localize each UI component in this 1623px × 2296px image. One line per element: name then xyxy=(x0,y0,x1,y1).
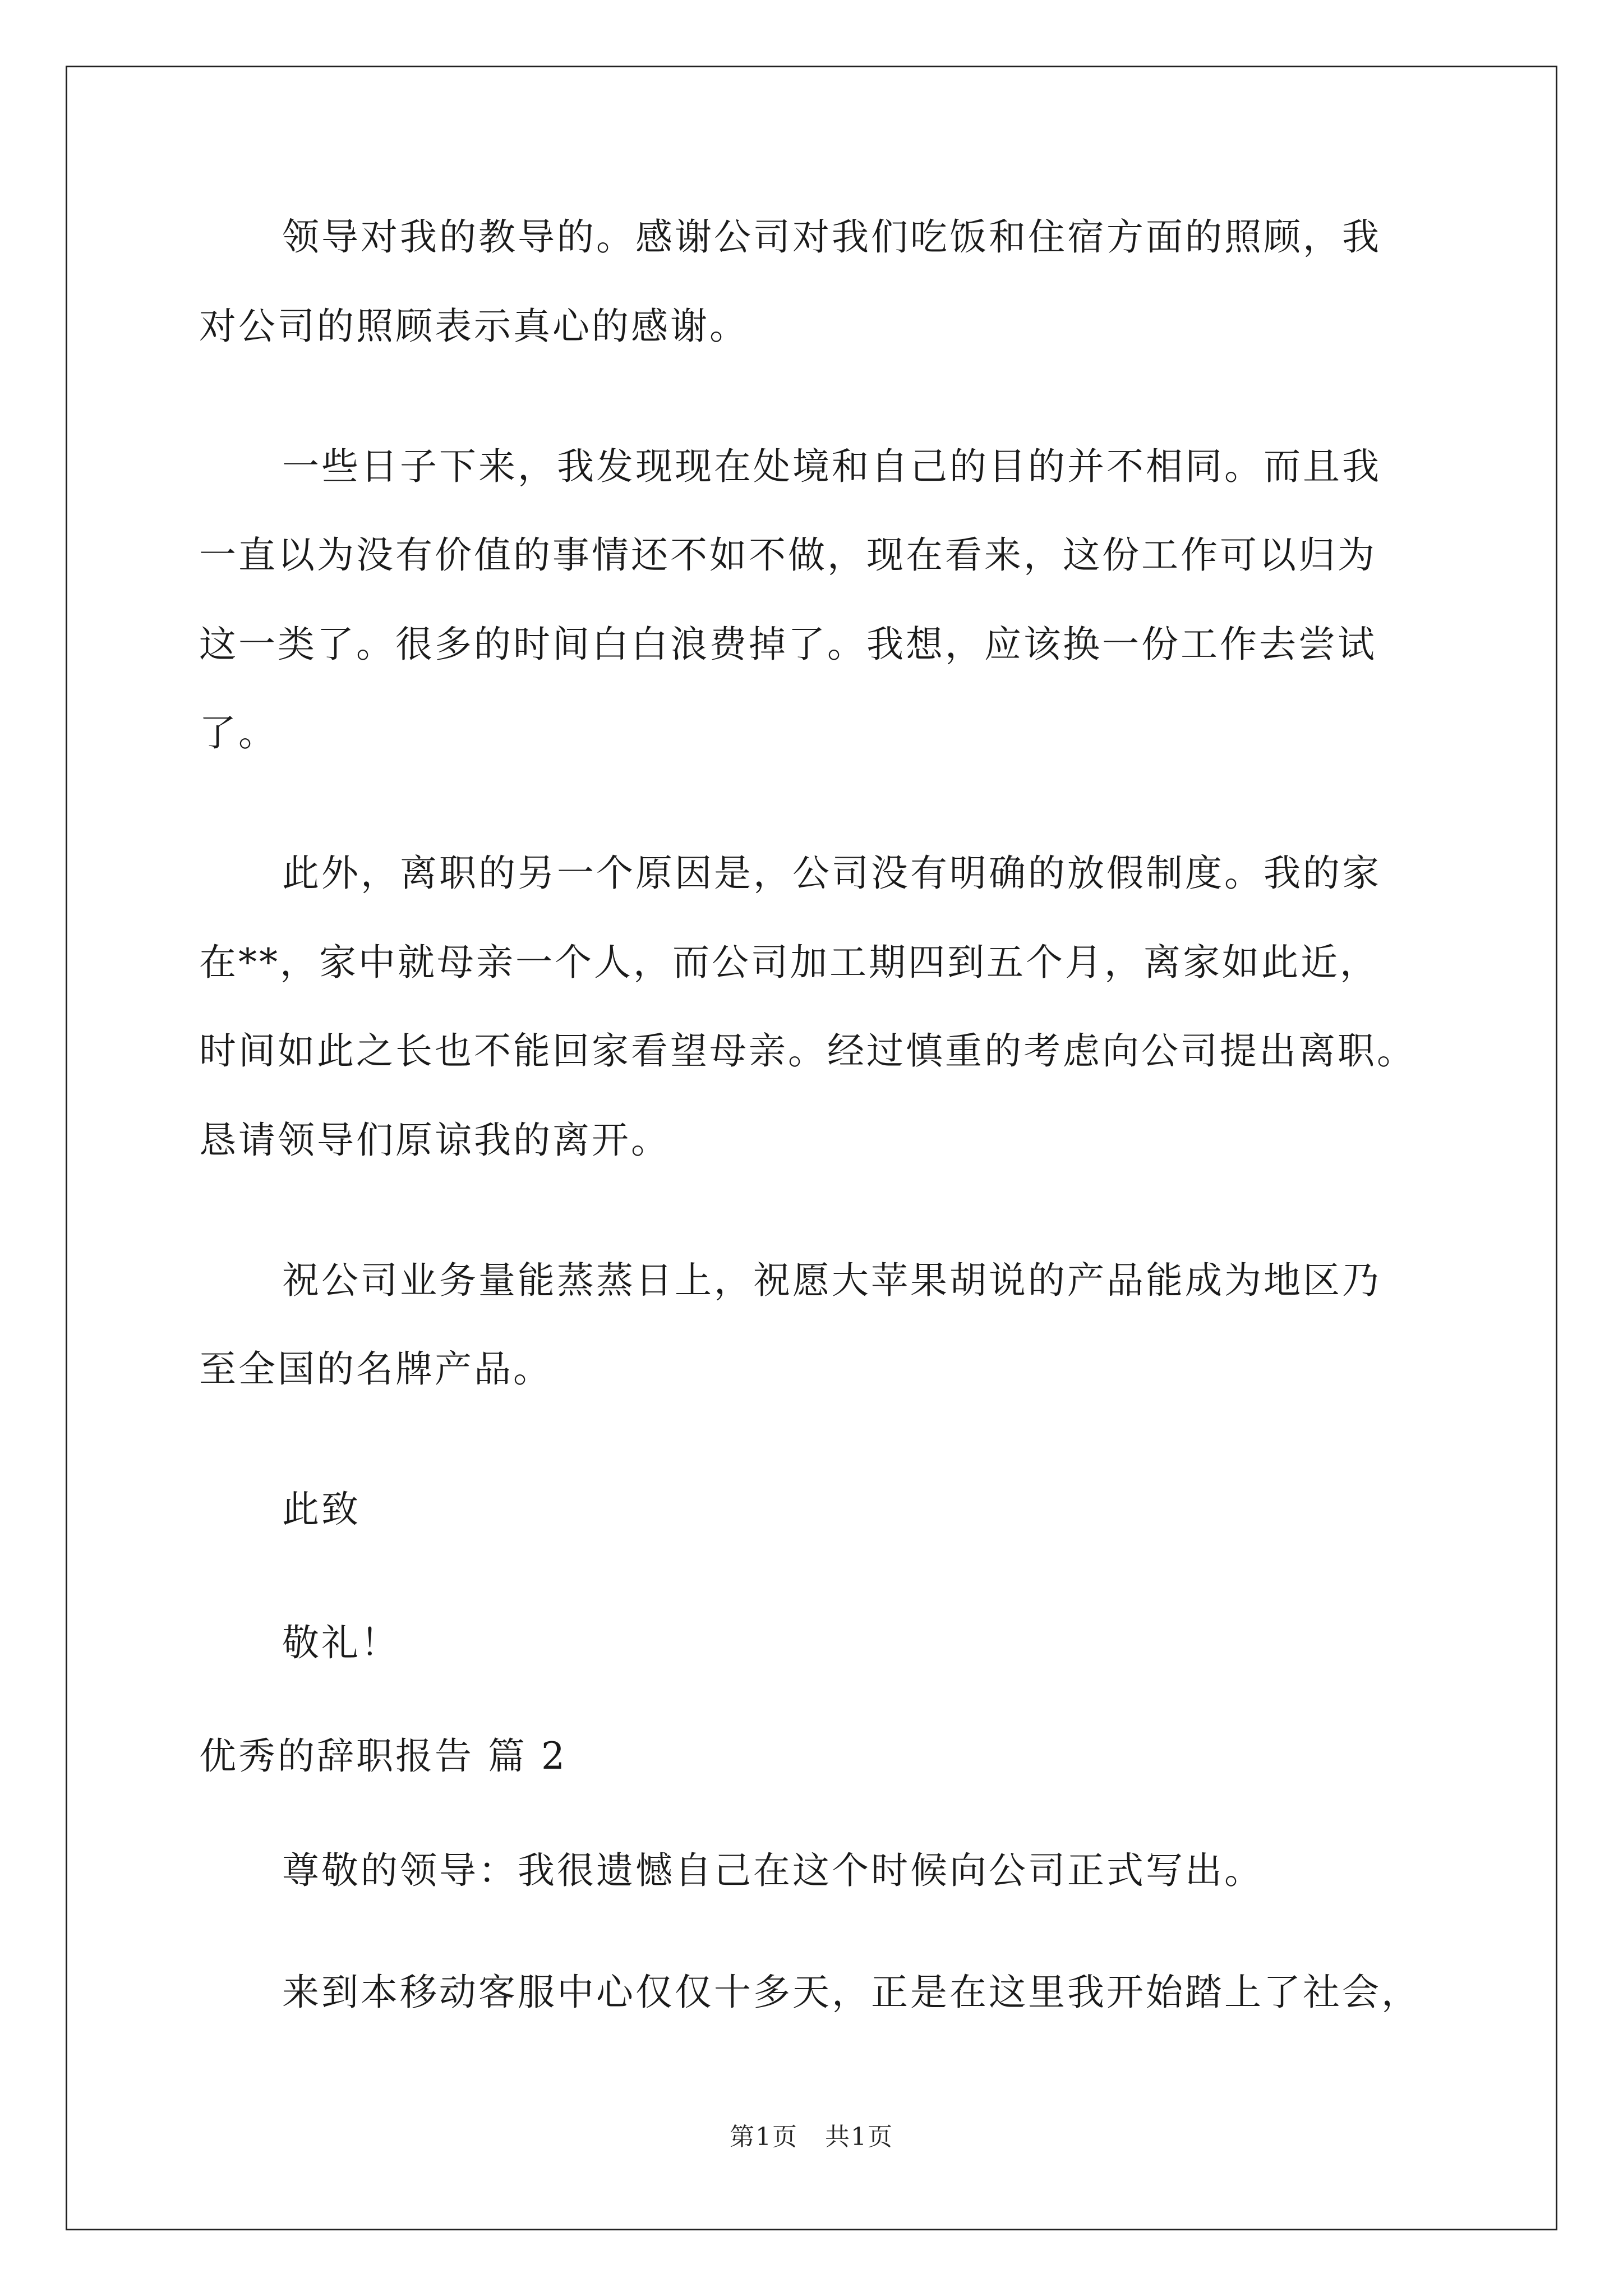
paragraph-line: 这一类了。很多的时间白白浪费掉了。我想，应该换一份工作去尝试 xyxy=(199,623,1377,666)
page-number: 第1页 xyxy=(730,2123,798,2151)
paragraph-line: 恳请领导们原谅我的离开。 xyxy=(199,1119,670,1162)
paragraph-line: 在**，家中就母亲一个人，而公司加工期四到五个月，离家如此近， xyxy=(199,941,1379,984)
paragraph-line: 此外，离职的另一个原因是，公司没有明确的放假制度。我的家 xyxy=(282,852,1381,895)
paragraph-line: 了。 xyxy=(199,711,278,754)
paragraph-line: 领导对我的教导的。感谢公司对我们吃饭和住宿方面的照顾，我 xyxy=(282,215,1381,259)
paragraph-line: 来到本移动客服中心仅仅十多天，正是在这里我开始踏上了社会， xyxy=(282,1971,1421,2014)
paragraph-line: 对公司的照顾表示真心的感谢。 xyxy=(199,305,749,348)
paragraph-line: 时间如此之长也不能回家看望母亲。经过慎重的考虑向公司提出离职。 xyxy=(199,1029,1416,1073)
page-footer xyxy=(0,2125,1623,2150)
section-heading: 优秀的辞职报告 篇 2 xyxy=(199,1734,567,1778)
paragraph-line: 祝公司业务量能蒸蒸日上，祝愿大苹果胡说的产品能成为地区乃 xyxy=(282,1259,1381,1302)
closing-line: 敬礼！ xyxy=(282,1621,400,1664)
paragraph-line: 一直以为没有价值的事情还不如不做，现在看来，这份工作可以归为 xyxy=(199,533,1377,577)
closing-line: 此致 xyxy=(282,1488,361,1531)
paragraph-line: 至全国的名牌产品。 xyxy=(199,1347,552,1391)
paragraph-line: 一些日子下来，我发现现在处境和自己的目的并不相同。而且我 xyxy=(282,445,1381,488)
page-total: 共1页 xyxy=(825,2123,893,2151)
paragraph-line: 尊敬的领导：我很遗憾自己在这个时候向公司正式写出。 xyxy=(282,1849,1264,1892)
